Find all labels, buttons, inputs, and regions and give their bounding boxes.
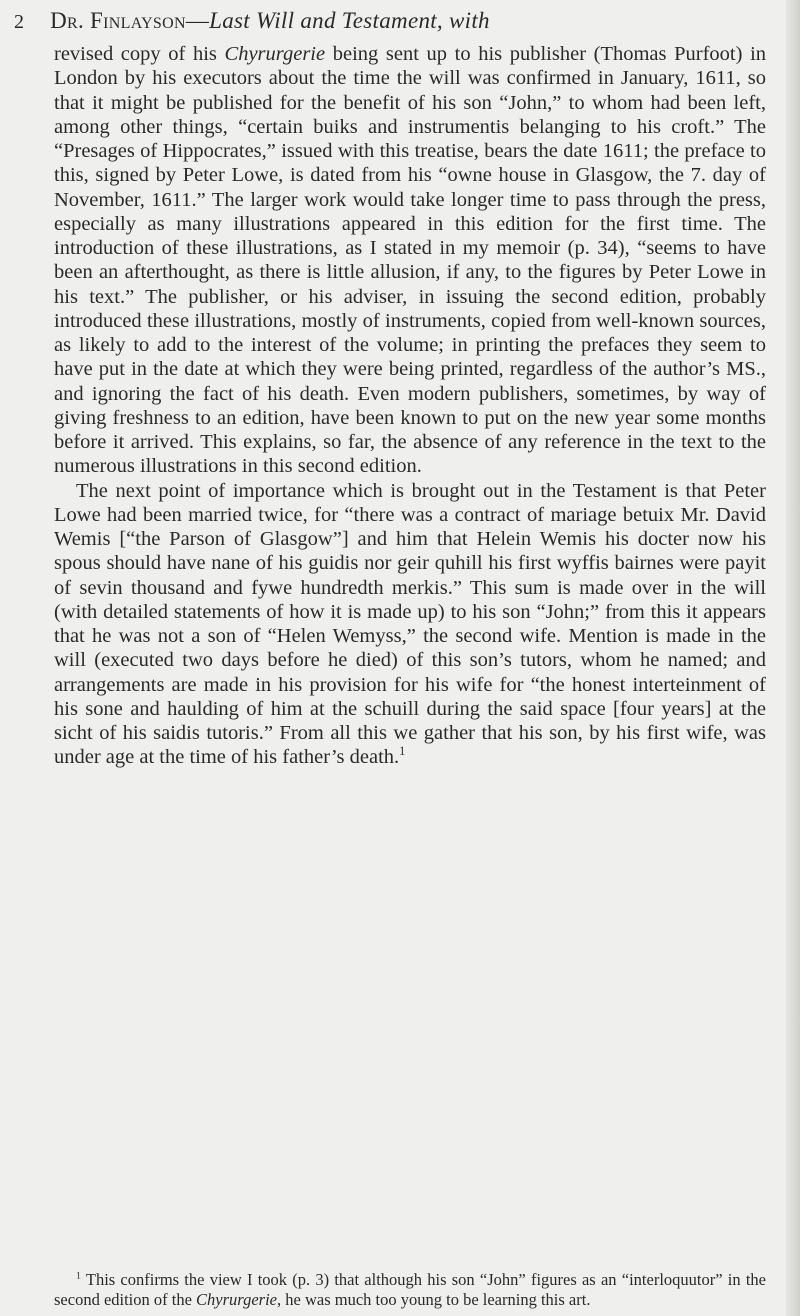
text-run: being sent up to his publisher (Thomas Purfoot) in London by his executors about the time the will was confirmed in January, 1611, so that it might be published for the benefit of his son “John,” to whom had been left, among other things, “certain buiks and instrumentis belanging to his croft.” The “Presages of Hippocrates,” issued with this treatise, bears the date 1611; the preface to this, signed by Peter Lowe, is dated from his “owne house in Glasgow, the 7. day of November, 1611.” The larger work would take longer time to pass through the press, especially as many illustrations appeared in this edition for the first time. The introduction of these illustrations, as I stated in my memoir (p. 34), “seems to have been an afterthought, as there is little allusion, if any, to the figures by Peter Lowe in his text.” The publisher, or his adviser, in issuing the second edition, probably introduced these illustrations, mostly of instruments, copied from well-known sources, as likely to add to the interest of the volume; in printing the prefaces they seem to have put in the date at which they were being printed, regardless of the author’s MS., and ignoring the fact of his death. Even modern publishers, sometimes, by way of giving freshness to an edition, have been known to put on the new year some months before it arrived. This explains, so far, the absence of any reference in the text to the numerous illustrations in this second edition.: [54, 43, 767, 478]
running-head-author: Dr. Finlayson: [50, 8, 186, 33]
body-text: [54, 42, 766, 770]
running-head: [14, 8, 774, 34]
running-head-separator: —: [185, 8, 210, 33]
text-run: This confirms the view I took (p. 3) that although his son “John” figures as an “interloquutor” in the second edition of the: [54, 1270, 766, 1309]
footnote-reference[interactable]: 1: [399, 744, 406, 759]
running-head-title: Last Will and Testament, with: [209, 8, 490, 33]
footnote: [54, 1270, 766, 1310]
footnote-marker: 1: [76, 1270, 81, 1282]
paragraph-2: [54, 479, 766, 770]
page-edge-shadow: [786, 0, 800, 1316]
italic-title: Chyrurgerie: [196, 1290, 278, 1309]
text-run: The next point of importance which is brought out in the Testament is that Peter Lowe had been married twice, for “there was a contract of mariage betuix Mr. David Wemis [“the Parson of Glasgow”] and him that Helein Wemis his docter now his spous should have nane of his guidis nor geir quhill his first wyffis bairnes were payit of sevin thousand and fywe hundredth merkis.” This sum is made over in the will (with detailed statements of how it is made up) to his son “John;” from this it appears that he was not a son of “Helen Wemyss,” the second wife. Mention is made in the will (executed two days before he died) of this son’s tutors, whom he named; and arrangements are made in his provision for his wife for “the honest interteinment of his sone and haulding of him at the schuill during the said space [four years] at the sicht of his saidis tutoris.” From all this we gather that his son, by his first wife, was under age at the time of his father’s death.: [54, 479, 766, 769]
page-number: 2: [14, 11, 25, 33]
footnote-text: [54, 1270, 766, 1310]
paragraph-1: [54, 42, 766, 479]
text-run: , he was much too young to be learning this art.: [277, 1290, 591, 1309]
text-run: revised copy of his: [54, 43, 225, 65]
italic-title: Chyrurgerie: [224, 43, 326, 65]
